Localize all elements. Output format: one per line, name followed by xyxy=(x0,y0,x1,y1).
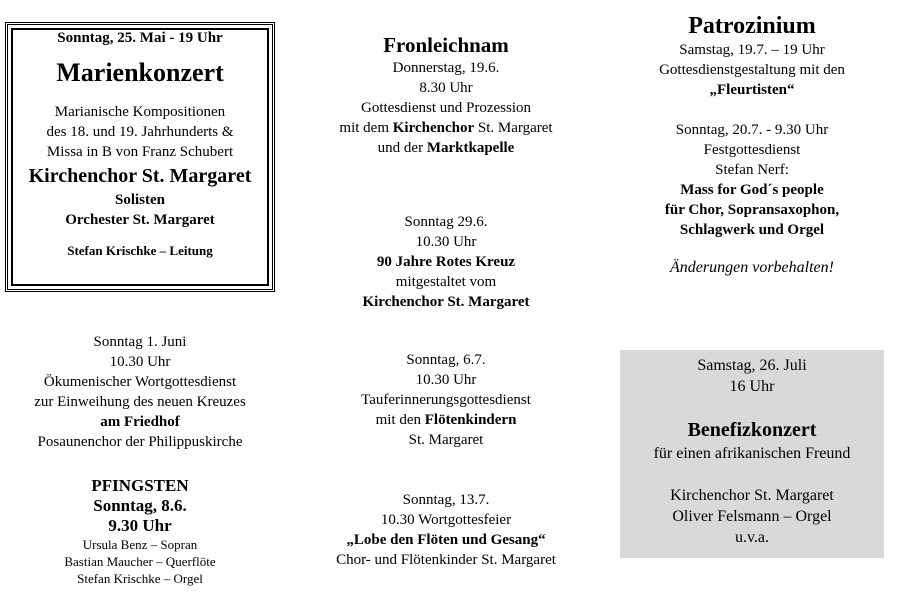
marienkonzert-orchestra: Orchester St. Margaret xyxy=(65,212,215,228)
rotes-kreuz-title: 90 Jahre Rotes Kreuz xyxy=(376,254,516,270)
pfingsten-performer-2: Bastian Maucher – Querflöte xyxy=(64,554,216,569)
benefiz-performer-1: Kirchenchor St. Margaret xyxy=(670,487,834,504)
friedhof-line-3: Posaunenchor der Philippuskirche xyxy=(37,434,243,450)
tauferinnerung-line-2-prefix: mit den xyxy=(375,412,425,428)
tauferinnerung-block xyxy=(315,350,577,450)
benefiz-block xyxy=(620,355,884,548)
marienkonzert-block xyxy=(5,28,275,259)
tauferinnerung-line-3: St. Margaret xyxy=(408,432,484,448)
patrozinium-line-2: Festgottesdienst xyxy=(703,142,801,158)
benefiz-time: 16 Uhr xyxy=(729,378,775,395)
benefiz-performer-2: Oliver Felsmann – Orgel xyxy=(672,508,832,525)
patrozinium-group: „Fleurtisten“ xyxy=(709,82,795,98)
pfingsten-title: PFINGSTEN xyxy=(91,476,189,495)
patrozinium-mass-1: Mass for God´s people xyxy=(680,182,824,198)
fronleichnam-line-2-suffix: St. Margaret xyxy=(474,120,553,136)
tauferinnerung-line-1: Tauferinnerungsgottesdienst xyxy=(361,392,531,408)
benefiz-performer-3: u.v.a. xyxy=(734,529,770,546)
pfingsten-date: Sonntag, 8.6. xyxy=(93,496,187,515)
friedhof-place: am Friedhof xyxy=(100,414,180,430)
marienkonzert-soloists: Solisten xyxy=(114,192,165,208)
patrozinium-note: Änderungen vorbehalten! xyxy=(670,259,834,276)
marienkonzert-desc-2: des 18. und 19. Jahrhunderts & xyxy=(46,124,234,140)
wortgottesfeier-line-1: Chor- und Flötenkinder St. Margaret xyxy=(336,552,556,568)
tauferinnerung-line-2 xyxy=(315,410,577,430)
marienkonzert-title: Marienkonzert xyxy=(56,58,224,87)
patrozinium-mass-2: für Chor, Sopransaxophon, xyxy=(664,202,840,218)
fronleichnam-date: Donnerstag, 19.6. xyxy=(392,60,500,76)
patrozinium-title: Patrozinium xyxy=(688,13,816,39)
benefiz-title: Benefizkonzert xyxy=(687,419,817,441)
marienkonzert-desc-1: Marianische Kompositionen xyxy=(54,104,226,120)
benefiz-line-1: für einen afrikanischen Freund xyxy=(653,445,851,462)
friedhof-line-1: Ökumenischer Wortgottesdienst xyxy=(43,374,237,390)
wortgottesfeier-time: 10.30 Wortgottesfeier xyxy=(380,512,512,528)
patrozinium-line-1: Gottesdienstgestaltung mit den xyxy=(659,62,845,78)
patrozinium-block xyxy=(620,12,884,278)
fronleichnam-time: 8.30 Uhr xyxy=(419,80,473,96)
tauferinnerung-date: Sonntag, 6.7. xyxy=(406,352,486,368)
friedhof-block xyxy=(10,332,270,452)
pfingsten-block xyxy=(10,476,270,587)
fronleichnam-line-1: Gottesdienst und Prozession xyxy=(361,100,531,116)
fronleichnam-line-3 xyxy=(315,138,577,158)
fronleichnam-line-2-prefix: mit dem xyxy=(339,120,393,136)
benefiz-date: Samstag, 26. Juli xyxy=(697,357,807,374)
rotes-kreuz-choir: Kirchenchor St. Margaret xyxy=(362,294,530,310)
wortgottesfeier-title: „Lobe den Flöten und Gesang“ xyxy=(346,532,546,548)
patrozinium-date-1: Samstag, 19.7. – 19 Uhr xyxy=(679,42,825,58)
marienkonzert-leader: Stefan Krischke – Leitung xyxy=(67,243,213,258)
pfingsten-performer-3: Stefan Krischke – Orgel xyxy=(77,571,203,586)
rotes-kreuz-date: Sonntag 29.6. xyxy=(404,214,488,230)
fronleichnam-block xyxy=(315,32,577,158)
fronleichnam-title: Fronleichnam xyxy=(383,33,509,57)
friedhof-line-2: zur Einweihung des neuen Kreuzes xyxy=(34,394,246,410)
marienkonzert-date: Sonntag, 25. Mai - 19 Uhr xyxy=(57,30,223,46)
fronleichnam-band: Marktkapelle xyxy=(426,140,515,156)
fronleichnam-choir: Kirchenchor xyxy=(392,120,475,136)
patrozinium-line-3: Stefan Nerf: xyxy=(715,162,789,178)
rotes-kreuz-line-1: mitgestaltet vom xyxy=(395,274,497,290)
patrozinium-date-2: Sonntag, 20.7. - 9.30 Uhr xyxy=(675,122,829,138)
fronleichnam-line-2 xyxy=(315,118,577,138)
rotes-kreuz-block xyxy=(315,212,577,312)
fronleichnam-line-3-prefix: und der xyxy=(377,140,427,156)
wortgottesfeier-block xyxy=(315,490,577,570)
wortgottesfeier-date: Sonntag, 13.7. xyxy=(402,492,490,508)
pfingsten-time: 9.30 Uhr xyxy=(108,516,172,535)
pfingsten-performer-1: Ursula Benz – Sopran xyxy=(82,537,198,552)
patrozinium-mass-3: Schlagwerk und Orgel xyxy=(679,222,825,238)
rotes-kreuz-time: 10.30 Uhr xyxy=(415,234,477,250)
friedhof-date: Sonntag 1. Juni xyxy=(93,334,187,350)
friedhof-time: 10.30 Uhr xyxy=(109,354,171,370)
tauferinnerung-time: 10.30 Uhr xyxy=(415,372,477,388)
tauferinnerung-group: Flötenkindern xyxy=(424,412,517,428)
marienkonzert-desc-3: Missa in B von Franz Schubert xyxy=(46,144,234,160)
marienkonzert-choir: Kirchenchor St. Margaret xyxy=(28,165,252,187)
